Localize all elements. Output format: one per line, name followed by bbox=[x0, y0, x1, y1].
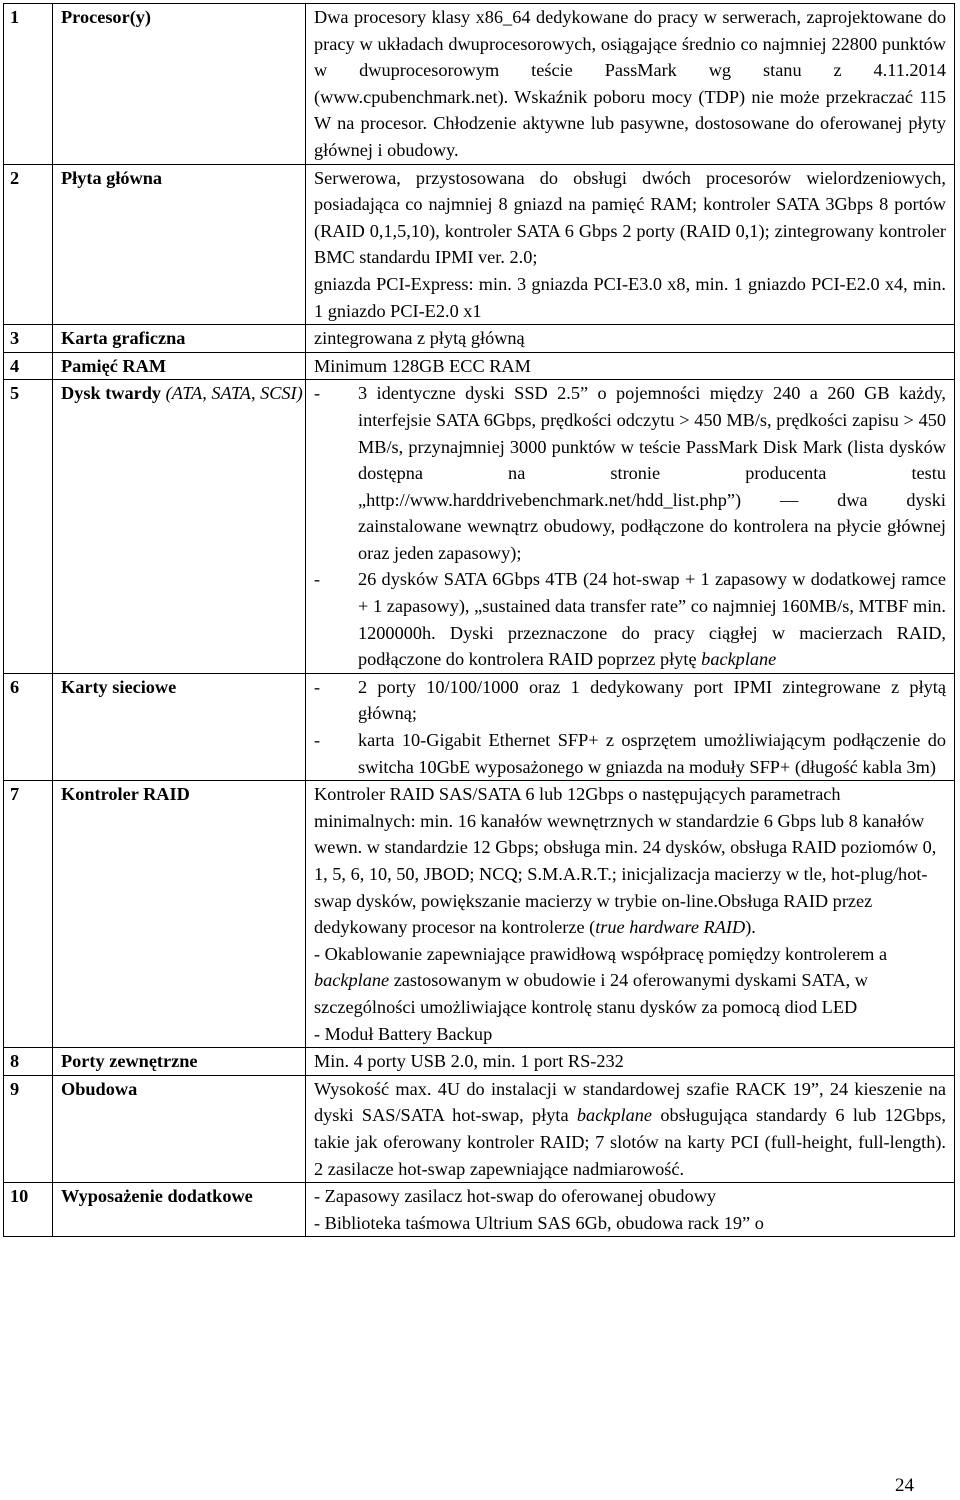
list-item-text: karta 10-Gigabit Ethernet SFP+ z osprzętem umożliwiającym podłączenie do switcha 10GbE wyposażonego w gniazda na moduły SFP+ (długość kabla 3m) bbox=[358, 730, 946, 777]
paragraph: gniazda PCI-Express: min. 3 gniazda PCI-E3.0 x8, min. 1 gniazdo PCI-E2.0 x4, min. 1 gniazdo PCI-E2.0 x1 bbox=[314, 273, 946, 321]
list-item bbox=[314, 566, 946, 672]
text-run: ). bbox=[745, 917, 756, 938]
paragraph: - Zapasowy zasilacz hot-swap do oferowanej obudowy bbox=[314, 1186, 717, 1207]
row-label: Obudowa bbox=[53, 1075, 306, 1182]
dash-marker: - bbox=[314, 383, 321, 404]
row-description bbox=[306, 1183, 955, 1237]
table-row bbox=[4, 325, 955, 353]
row-label: Porty zewnętrzne bbox=[53, 1048, 306, 1076]
row-number: 2 bbox=[4, 164, 53, 325]
dash-marker: - bbox=[314, 569, 321, 590]
row-label: Karta graficzna bbox=[53, 325, 306, 353]
row-description bbox=[306, 673, 955, 780]
row-label: Procesor(y) bbox=[53, 4, 306, 165]
row-description bbox=[306, 1075, 955, 1182]
row-label: Płyta główna bbox=[53, 164, 306, 325]
paragraph bbox=[314, 781, 946, 941]
specification-table bbox=[3, 3, 955, 1237]
text-run: Kontroler RAID SAS/SATA 6 lub 12Gbps o następujących parametrach minimalnych: min. 16 kanałów wewnętrznych w standardzie 6 Gbps lub 8 kanałów wewn. w standardzie 12 Gbps; obsługa min. 24 dysków, obsługa RAID poziomów 0, 1, 5, 6, 10, 50, JBOD; NCQ; S.M.A.R.T.; inicjalizacja macierzy w tle, hot-plug/hot-swap dysków, powiększanie macierzy w trybie on-line.Obsługa RAID przez dedykowany procesor na kontrolerze ( bbox=[314, 784, 937, 938]
text-run: zastosowanym w obudowie i 24 oferowanymi dyskami SATA, w szczególności umożliwiające kontrolę stanu dysków za pomocą diod LED bbox=[314, 970, 868, 1017]
paragraph: - Biblioteka taśmowa Ultrium SAS 6Gb, obudowa rack 19” o bbox=[314, 1212, 764, 1233]
paragraph bbox=[314, 941, 946, 1021]
row-number: 6 bbox=[4, 673, 53, 780]
row-number: 3 bbox=[4, 325, 53, 353]
list-item bbox=[314, 727, 946, 780]
row-label: Wyposażenie dodatkowe bbox=[53, 1183, 306, 1237]
row-label: Pamięć RAM bbox=[53, 352, 306, 380]
row-number: 9 bbox=[4, 1075, 53, 1182]
page-number: 24 bbox=[895, 1475, 914, 1496]
italic-term: true hardware RAID bbox=[595, 917, 746, 938]
dash-marker: - bbox=[314, 676, 321, 697]
row-label-extra: (ATA, SATA, SCSI) bbox=[165, 383, 303, 404]
italic-term: backplane bbox=[701, 649, 777, 670]
list-item-text: 26 dysków SATA 6Gbps 4TB (24 hot-swap + 1 zapasowy w dodatkowej ramce + 1 zapasowy), „sustained data transfer rate” co najmniej 160MB/s, MTBF min. 1200000h. Dyski przeznaczone do pracy ciągłej w macierzach RAID, podłączone do kontrolera RAID poprzez płytę bbox=[358, 569, 946, 670]
table-row bbox=[4, 164, 955, 325]
italic-term: backplane bbox=[314, 970, 390, 991]
list-item-text: 2 porty 10/100/1000 oraz 1 dedykowany port IPMI zintegrowane z płytą główną; bbox=[358, 676, 946, 724]
bullet-list bbox=[314, 674, 946, 780]
text-run: - Okablowanie zapewniające prawidłową współpracę pomiędzy kontrolerem a bbox=[314, 943, 888, 964]
table-row bbox=[4, 352, 955, 380]
table-row bbox=[4, 1075, 955, 1182]
row-description bbox=[306, 380, 955, 674]
list-item bbox=[314, 674, 946, 727]
paragraph: - Moduł Battery Backup bbox=[314, 1023, 493, 1044]
row-description: Minimum 128GB ECC RAM bbox=[306, 352, 955, 380]
text-run: obsługująca standardy 6 lub 12Gbps, takie jak oferowany kontroler RAID; 7 slotów na karty PCI (full-height, full-length). 2 zasilacze hot-swap zapewniające nadmiarowość. bbox=[314, 1105, 946, 1179]
row-label: Karty sieciowe bbox=[53, 673, 306, 780]
row-description bbox=[306, 164, 955, 325]
row-label: Kontroler RAID bbox=[53, 781, 306, 1048]
dash-marker: - bbox=[314, 730, 321, 751]
row-number: 8 bbox=[4, 1048, 53, 1076]
table-row bbox=[4, 4, 955, 165]
list-item-text: 3 identyczne dyski SSD 2.5” o pojemności między 240 a 260 GB każdy, interfejsie SATA 6Gbps, prędkości odczytu > 450 MB/s, prędkości zapisu > 450 MB/s, przynajmniej 3000 punktów w teście PassMark Disk Mark (lista dysków dostępna na stronie producenta testu „http://www.harddrivebenchmark.net/hdd_list.php”) — dwa dyski zainstalowane wewnątrz obudowy, podłączone do kontrolera na płycie głównej oraz jeden zapasowy); bbox=[358, 383, 946, 563]
row-description bbox=[306, 781, 955, 1048]
row-label bbox=[53, 380, 306, 674]
row-description: zintegrowana z płytą główną bbox=[306, 325, 955, 353]
row-number: 5 bbox=[4, 380, 53, 674]
text-run: Wysokość max. 4U do instalacji w standardowej szafie RACK 19”, 24 kieszenie na dyski SAS/SATA hot-swap, płyta bbox=[314, 1078, 946, 1126]
table-row bbox=[4, 781, 955, 1048]
table-row bbox=[4, 1048, 955, 1076]
table-row bbox=[4, 1183, 955, 1237]
table-row bbox=[4, 673, 955, 780]
italic-term: backplane bbox=[576, 1105, 653, 1126]
row-description: Min. 4 porty USB 2.0, min. 1 port RS-232 bbox=[306, 1048, 955, 1076]
row-description: Dwa procesory klasy x86_64 dedykowane do pracy w serwerach, zaprojektowane do pracy w układach dwuprocesorowych, osiągające średnio co najmniej 22800 punktów w dwuprocesorowym teście PassMark wg stanu z 4.11.2014 (www.cpubenchmark.net). Wskaźnik poboru mocy (TDP) nie może przekraczać 115 W na procesor. Chłodzenie aktywne lub pasywne, dostosowane do oferowanej płyty głównej i obudowy. bbox=[306, 4, 955, 165]
list-item bbox=[314, 380, 946, 566]
table-row bbox=[4, 380, 955, 674]
row-number: 1 bbox=[4, 4, 53, 165]
row-number: 10 bbox=[4, 1183, 53, 1237]
row-label-main: Dysk twardy bbox=[61, 383, 162, 404]
row-number: 7 bbox=[4, 781, 53, 1048]
bullet-list bbox=[314, 380, 946, 673]
row-number: 4 bbox=[4, 352, 53, 380]
paragraph: Serwerowa, przystosowana do obsługi dwóch procesorów wielordzeniowych, posiadająca co najmniej 8 gniazd na pamięć RAM; kontroler SATA 3Gbps 8 portów (RAID 0,1,5,10), kontroler SATA 6 Gbps 2 porty (RAID 0,1); zintegrowany kontroler BMC standardu IPMI ver. 2.0; bbox=[314, 167, 946, 268]
